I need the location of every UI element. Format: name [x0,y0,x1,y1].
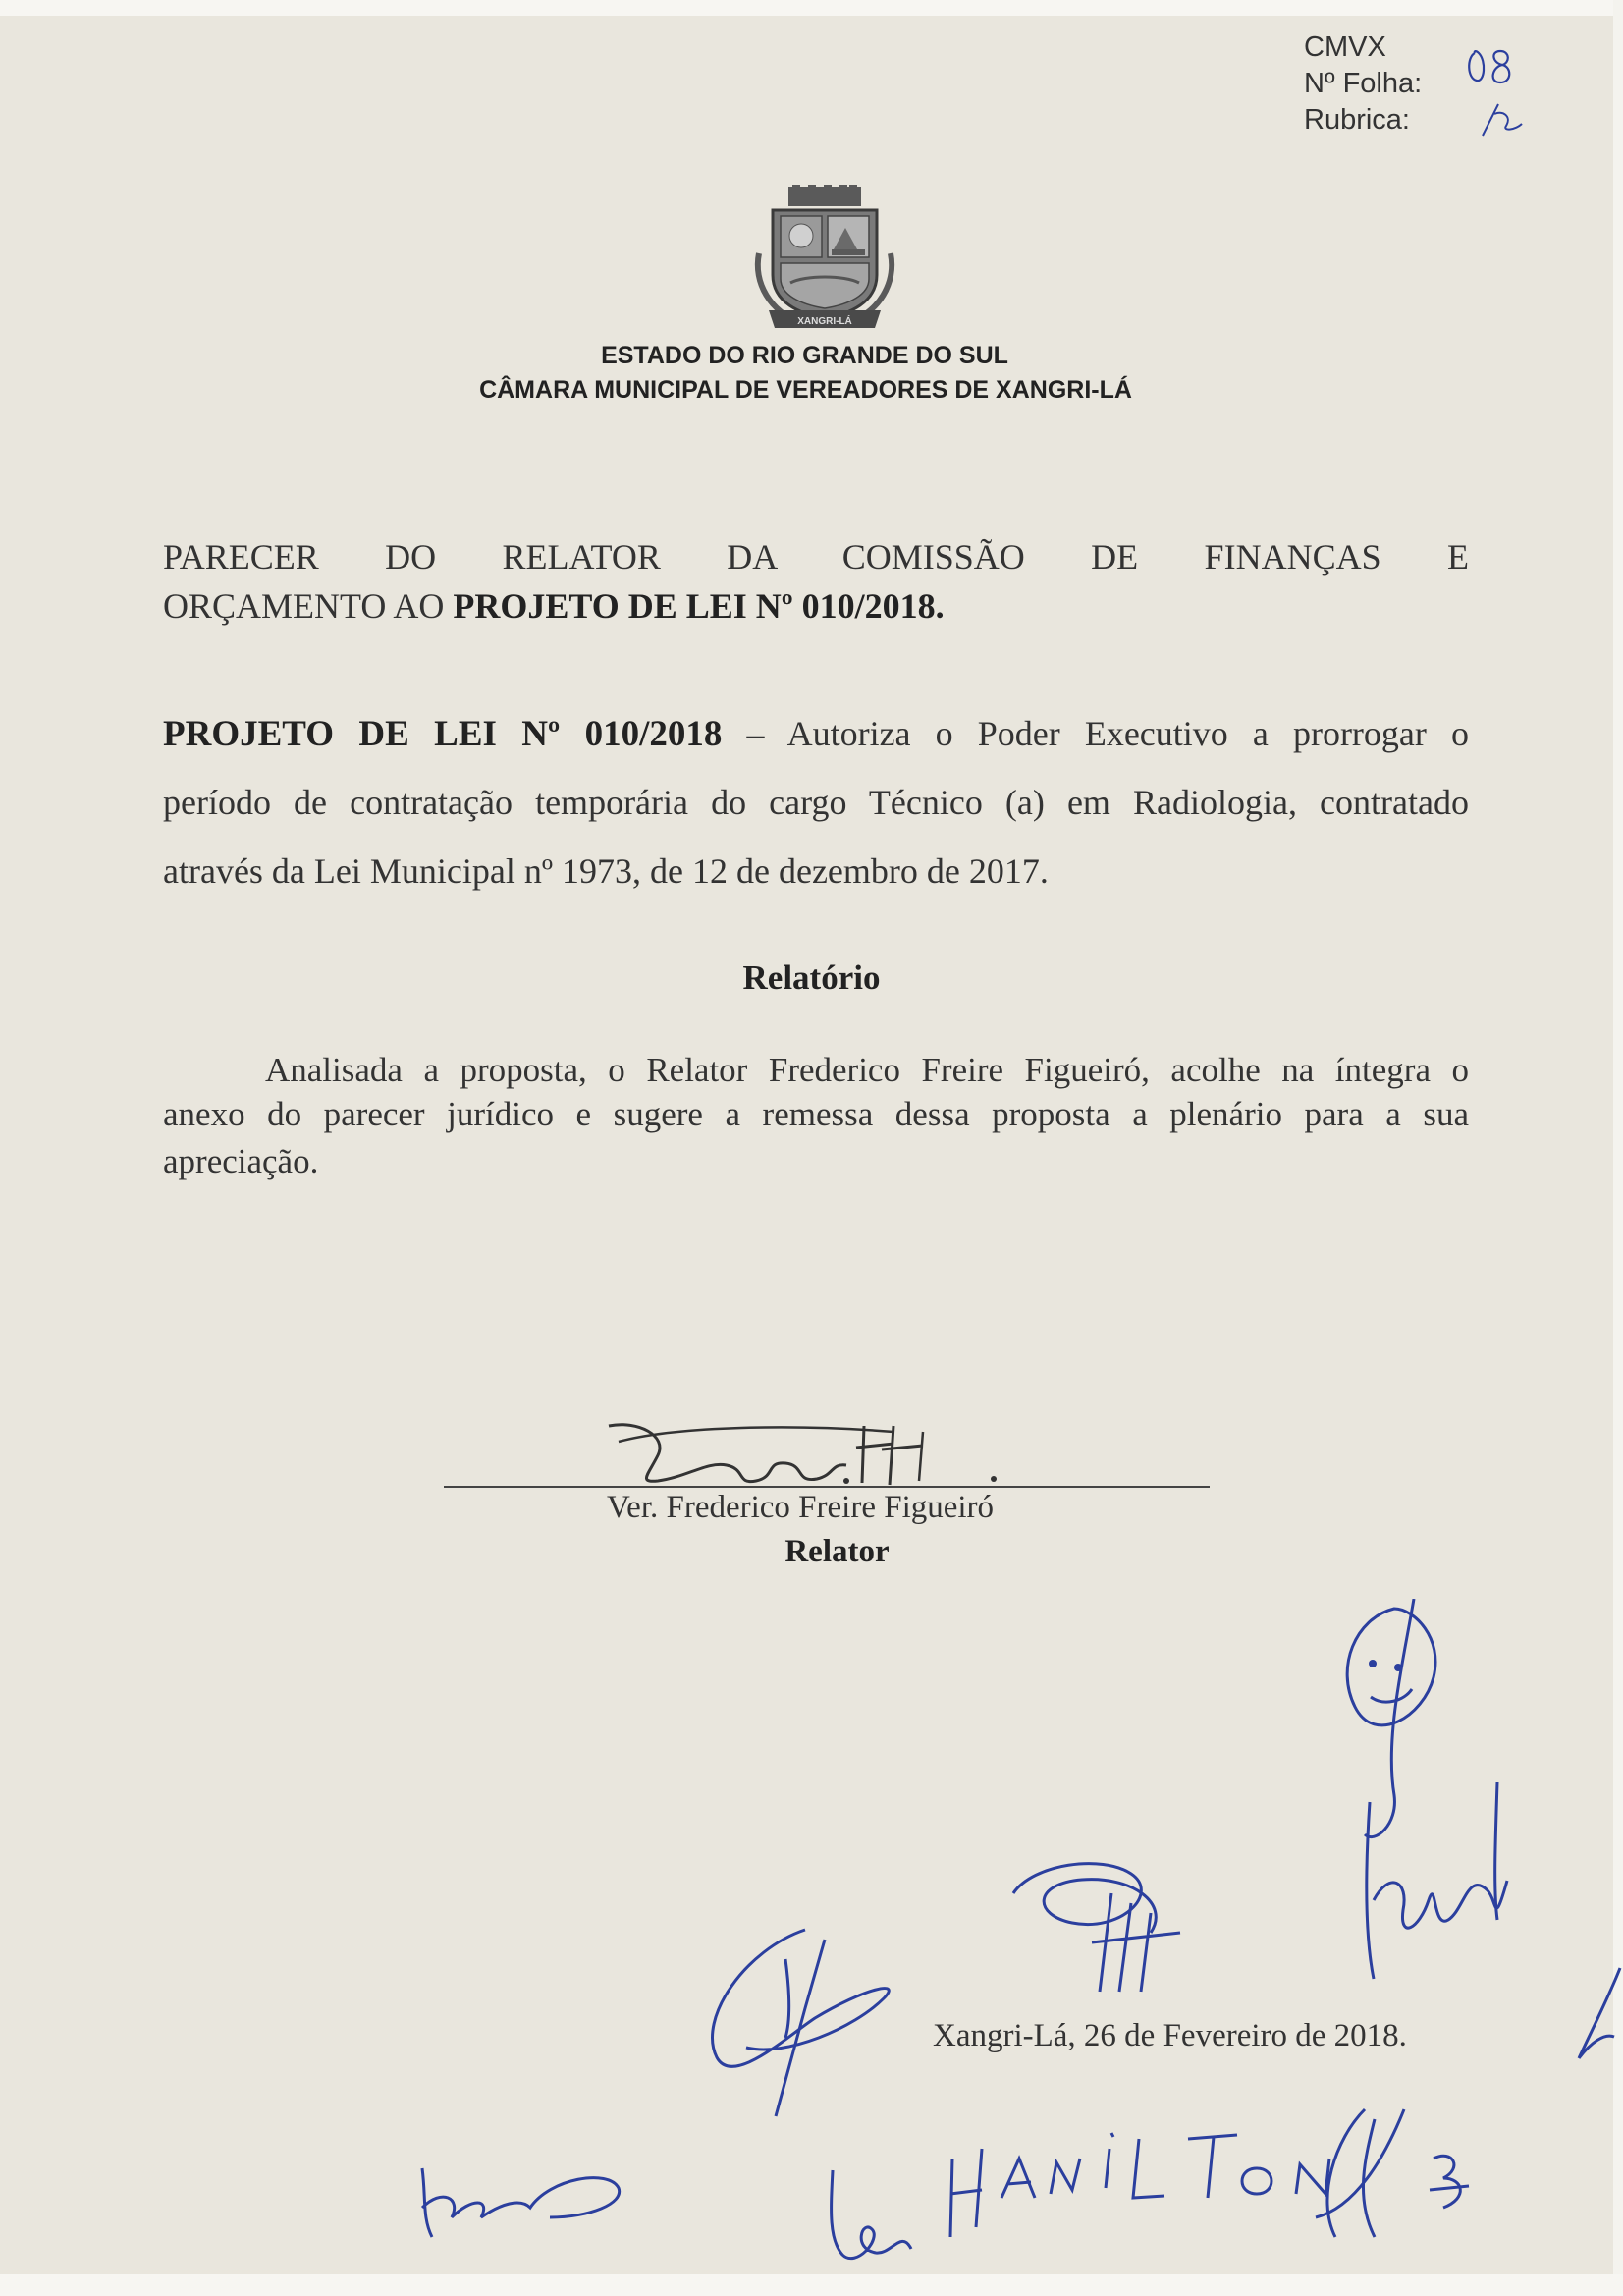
place-and-date: Xangri-Lá, 26 de Fevereiro de 2018. [933,2018,1407,2053]
blue-signature-left [687,1920,923,2136]
stamp-line-rubrica: Rubrica: [1304,104,1410,136]
title-prefix: ORÇAMENTO AO [163,586,454,626]
report-line-2: anexo do parecer jurídico e sugere a remessa dessa proposta a plenário para a sua [163,1095,1469,1133]
title-bill-reference: PROJETO DE LEI Nº 010/2018. [453,586,945,626]
blue-signature-bottom-left [412,2139,628,2247]
report-line-1: Analisada a proposta, o Relator Frederico Freire Figueiró, acolhe na íntegra o [265,1051,1469,1089]
document-title-line-1: PARECER DO RELATOR DA COMISSÃO DE FINANÇAS E [163,537,1469,576]
report-line-3: apreciação. [163,1142,319,1180]
document-title-line-2 [163,585,1469,627]
blue-mark-edge [1571,1964,1623,2062]
signature-line [444,1486,1210,1488]
handwritten-rubric-mark [1473,86,1532,150]
bill-summary-text: – Autoriza o Poder Executivo a prorrogar o [722,714,1469,753]
crest-banner-text: XANGRI-LÁ [797,316,852,327]
blue-initials-bottom [813,2160,931,2269]
report-heading: Relatório [742,958,881,997]
header-chamber: CÂMARA MUNICIPAL DE VEREADORES DE XANGRI-LÁ [479,376,1132,404]
stamp-line-folha: Nº Folha: [1304,68,1423,99]
scan-edge-bottom [0,2274,1623,2296]
rapporteur-role: Relator [784,1534,890,1569]
bill-summary-line-1 [163,713,1469,755]
rapporteur-name: Ver. Frederico Freire Figueiró [607,1490,995,1525]
blue-signature-bottom-right [943,2100,1473,2247]
protocol-stamp [1304,29,1422,138]
header-state: ESTADO DO RIO GRANDE DO SUL [601,342,1008,369]
bill-summary-line-3: através da Lei Municipal nº 1973, de 12 de dezembro de 2017. [163,851,1049,891]
rapporteur-handwritten-signature [599,1406,1011,1495]
bill-summary-line-2: período de contratação temporária do cargo Técnico (a) em Radiologia, contratado [163,783,1469,822]
scan-edge-top [0,0,1623,16]
bill-reference: PROJETO DE LEI Nº 010/2018 [163,714,723,754]
blue-signature-right [1350,1782,1527,1989]
municipal-coat-of-arms-icon [751,185,898,339]
blue-signature-center [994,1854,1210,2001]
stamp-line-cmvx: CMVX [1304,31,1386,63]
